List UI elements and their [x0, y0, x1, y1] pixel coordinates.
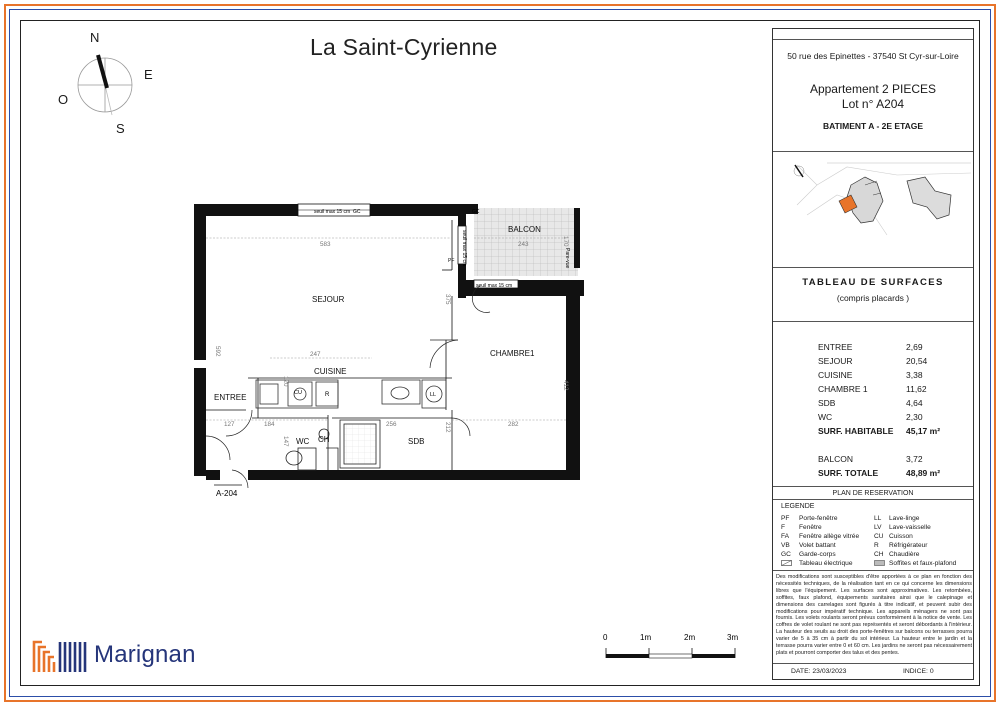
- room-sdb: SDB: [408, 437, 425, 446]
- legend-row: F Fenêtre LV Lave-vaisselle: [781, 524, 931, 531]
- tableau-electrique-icon: [781, 560, 793, 566]
- svg-text:2m: 2m: [684, 633, 696, 642]
- room-chambre: CHAMBRE1: [490, 349, 535, 358]
- lot-ref: A-204: [216, 489, 238, 498]
- room-balcon: BALCON: [508, 225, 541, 234]
- legal-notes: Des modifications sont susceptibles d'être apportées à ce plan en fonction des nécessités techniques, de la réalisation tant en ce qui concerne les dimensions libres que l'équipement. Les surfaces sont approximatives. Les retombées, soffites, faux plafond, équipements sanitaires ainsi que le calepinage et dimensions des carrelages sont figurés à titre indicatif, et peuvent subir des modifications pour impératif technique. Les appareils ménagers ne sont pas fournis. Les volets roulants seront prévus conformément à la notice de vente. Les coffres de volet roulant ne sont pas représentés et seront débordants à l'intérieur. La hauteur des seuils au droit des porte-fenêtres sur balcons ou terrasses pourra varier de 5 à 35 cm à partir du sol intérieur. La hauteur entre le jardin et la terrasse pourra varier entre 0 et 60 cm. Les jardins ne seront pas nécessairement plats et pourront comporter des talus et des pentes.: [776, 574, 972, 656]
- svg-text:127: 127: [224, 421, 235, 428]
- legend-row: PF Porte-fenêtre LL Lave-linge: [781, 515, 920, 522]
- legend-row: Tableau électrique Soffites et faux-plafond: [781, 559, 971, 568]
- gc-label-1: GC: [353, 209, 361, 215]
- svg-text:412: 412: [562, 380, 569, 391]
- location-map: [777, 155, 971, 263]
- svg-text:247: 247: [310, 351, 321, 358]
- svg-text:120: 120: [282, 376, 289, 387]
- surface-row: CHAMBRE 1 11,62: [818, 384, 927, 394]
- surfaces-subtitle: (compris placards ): [836, 293, 910, 303]
- svg-text:0: 0: [603, 633, 608, 642]
- surfaces-title: TABLEAU DE SURFACES: [802, 277, 944, 288]
- svg-text:184: 184: [264, 421, 275, 428]
- room-entree: ENTREE: [214, 393, 247, 402]
- legend-row: GC Garde-corps CH Chaudière: [781, 551, 920, 558]
- svg-text:243: 243: [518, 241, 529, 248]
- batiment: BATIMENT A - 2E ETAGE: [822, 121, 924, 131]
- svg-text:1m: 1m: [640, 633, 652, 642]
- floor-plan: [190, 200, 600, 500]
- svg-text:592: 592: [214, 346, 221, 357]
- svg-text:583: 583: [320, 241, 331, 248]
- gc-label-2: GC: [472, 209, 480, 215]
- surface-habitable: SURF. HABITABLE 45,17 m²: [818, 426, 941, 436]
- soffites-icon: [874, 560, 886, 566]
- room-wc: WC: [296, 437, 310, 446]
- ll-label: LL: [430, 392, 437, 398]
- seuil-label-2: seuil max 15 cm: [476, 283, 513, 289]
- legend-title: LEGENDE: [781, 503, 815, 510]
- plan-reservation: PLAN DE RESERVATION: [832, 490, 914, 497]
- svg-text:3m: 3m: [727, 633, 739, 642]
- seuil-label-3: seuil max 15 cm: [461, 230, 467, 267]
- info-panel: [772, 28, 974, 680]
- svg-text:282: 282: [508, 421, 519, 428]
- page-title: La Saint-Cyrienne: [310, 34, 498, 60]
- logo-text: Marignan: [94, 641, 196, 668]
- surface-row: SDB 4,64: [818, 398, 923, 408]
- compass-o: O: [58, 92, 69, 107]
- surface-row: CUISINE 3,38: [818, 370, 923, 380]
- seuil-label-1: seuil max 15 cm: [314, 209, 351, 215]
- svg-text:170: 170: [562, 236, 569, 247]
- address: 50 rue des Epinettes - 37540 St Cyr-sur-Loire: [787, 51, 959, 61]
- surface-balcon: BALCON 3,72: [818, 454, 923, 464]
- room-ch: CH: [318, 435, 330, 444]
- apartment-info: [773, 82, 973, 112]
- surface-row: WC 2,30: [818, 412, 923, 422]
- legend: [781, 514, 971, 568]
- apartment-type: Appartement 2 PIECES: [809, 82, 937, 96]
- indice: INDICE: 0: [903, 668, 934, 675]
- surfaces-table: [818, 340, 958, 480]
- compass-s: S: [116, 121, 125, 136]
- pf-label: PF: [448, 258, 455, 264]
- cu-label: CU: [294, 390, 302, 396]
- room-cuisine: CUISINE: [314, 367, 347, 376]
- legend-row: VB Volet battant R Réfrigérateur: [781, 542, 928, 549]
- lot-number: Lot n° A204: [841, 97, 905, 111]
- compass-e: E: [144, 67, 153, 82]
- svg-text:212: 212: [444, 422, 451, 433]
- compass-icon: [50, 28, 160, 138]
- room-sejour: SEJOUR: [312, 295, 345, 304]
- legend-row: FA Fenêtre allège vitrée CU Cuisson: [781, 533, 913, 540]
- surface-totale: SURF. TOTALE 48,89 m²: [818, 468, 941, 478]
- svg-text:375: 375: [444, 294, 451, 305]
- svg-text:147: 147: [282, 436, 289, 447]
- surface-row: ENTREE 2,69: [818, 342, 923, 352]
- date: DATE: 23/03/2023: [791, 668, 847, 675]
- compass-n: N: [90, 30, 100, 45]
- compass-rose: [50, 28, 160, 138]
- r-label: R: [325, 392, 330, 398]
- pare-vue-label: Pare-vue: [564, 248, 570, 269]
- svg-text:256: 256: [386, 421, 397, 428]
- scale-bar: [600, 632, 750, 662]
- surface-row: SEJOUR 20,54: [818, 356, 928, 366]
